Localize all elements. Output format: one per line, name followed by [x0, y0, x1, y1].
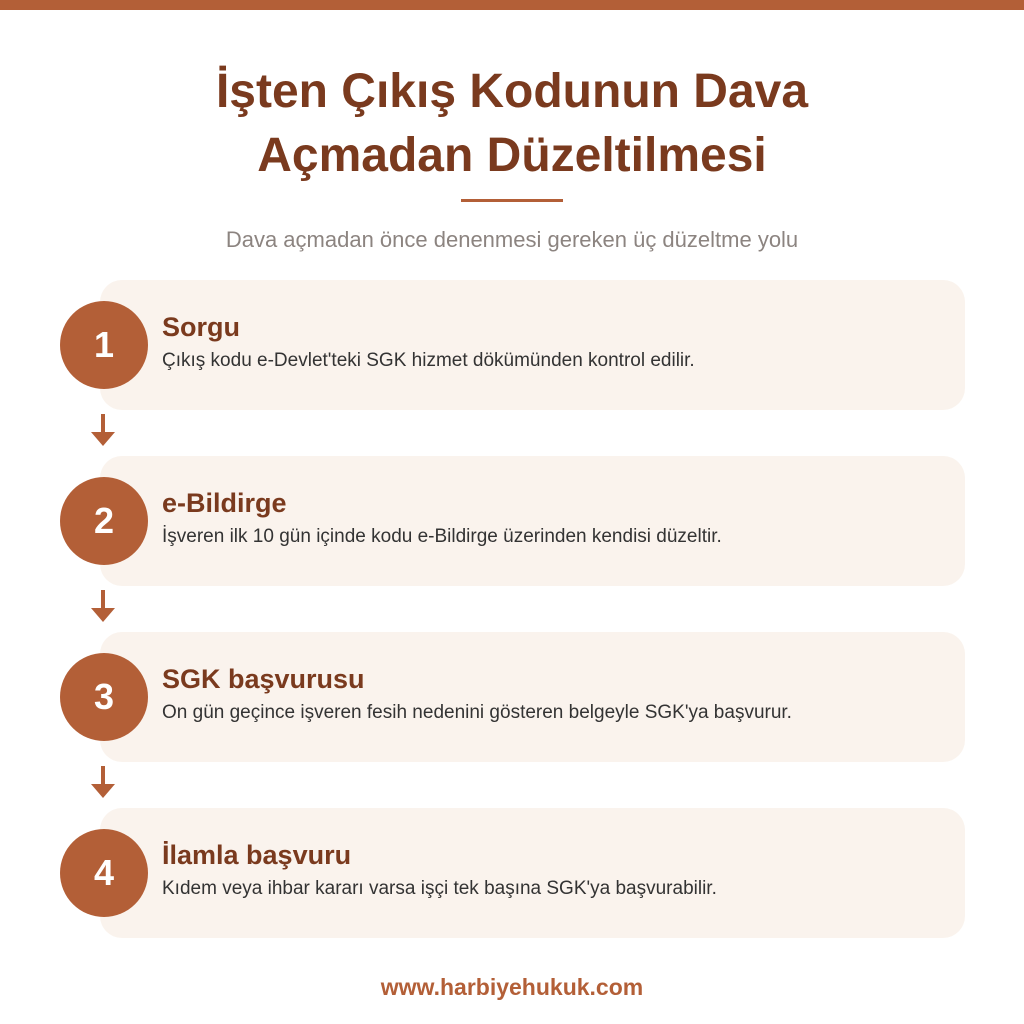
step-description: Kıdem veya ihbar kararı varsa işçi tek başına SGK'ya başvurabilir.	[162, 878, 717, 899]
arrow-down-icon	[90, 414, 116, 450]
page-subtitle: Dava açmadan önce denenmesi gereken üç düzeltme yolu	[225, 227, 799, 252]
title-underline	[461, 199, 563, 202]
step-description: İşveren ilk 10 gün içinde kodu e-Bildirge üzerinden kendisi düzeltir.	[162, 526, 722, 547]
step-card-1	[100, 280, 965, 410]
step-title: SGK başvurusu	[162, 664, 365, 694]
step-card-3	[100, 632, 965, 762]
step-title: e-Bildirge	[162, 488, 287, 518]
step-description: On gün geçince işveren fesih nedenini gösteren belgeyle SGK'ya başvurur.	[162, 702, 792, 723]
arrow-down-icon	[90, 590, 116, 626]
step-number-badge-1: 1	[60, 301, 148, 389]
top-accent-bar	[0, 0, 1024, 10]
footer-website-link[interactable]: www.harbiyehukuk.com	[380, 974, 644, 1000]
step-card-2	[100, 456, 965, 586]
step-number-badge-3: 3	[60, 653, 148, 741]
page-title-line-2: Açmadan Düzeltilmesi	[257, 129, 767, 182]
page-title-line-1: İşten Çıkış Kodunun Dava	[215, 65, 809, 118]
step-number-badge-2: 2	[60, 477, 148, 565]
step-number-badge-4: 4	[60, 829, 148, 917]
arrow-down-icon	[90, 766, 116, 802]
step-title: Sorgu	[162, 312, 240, 342]
step-title: İlamla başvuru	[162, 840, 352, 870]
step-card-4	[100, 808, 965, 938]
step-description: Çıkış kodu e-Devlet'teki SGK hizmet dökümünden kontrol edilir.	[162, 350, 695, 371]
page-title	[0, 60, 1024, 188]
